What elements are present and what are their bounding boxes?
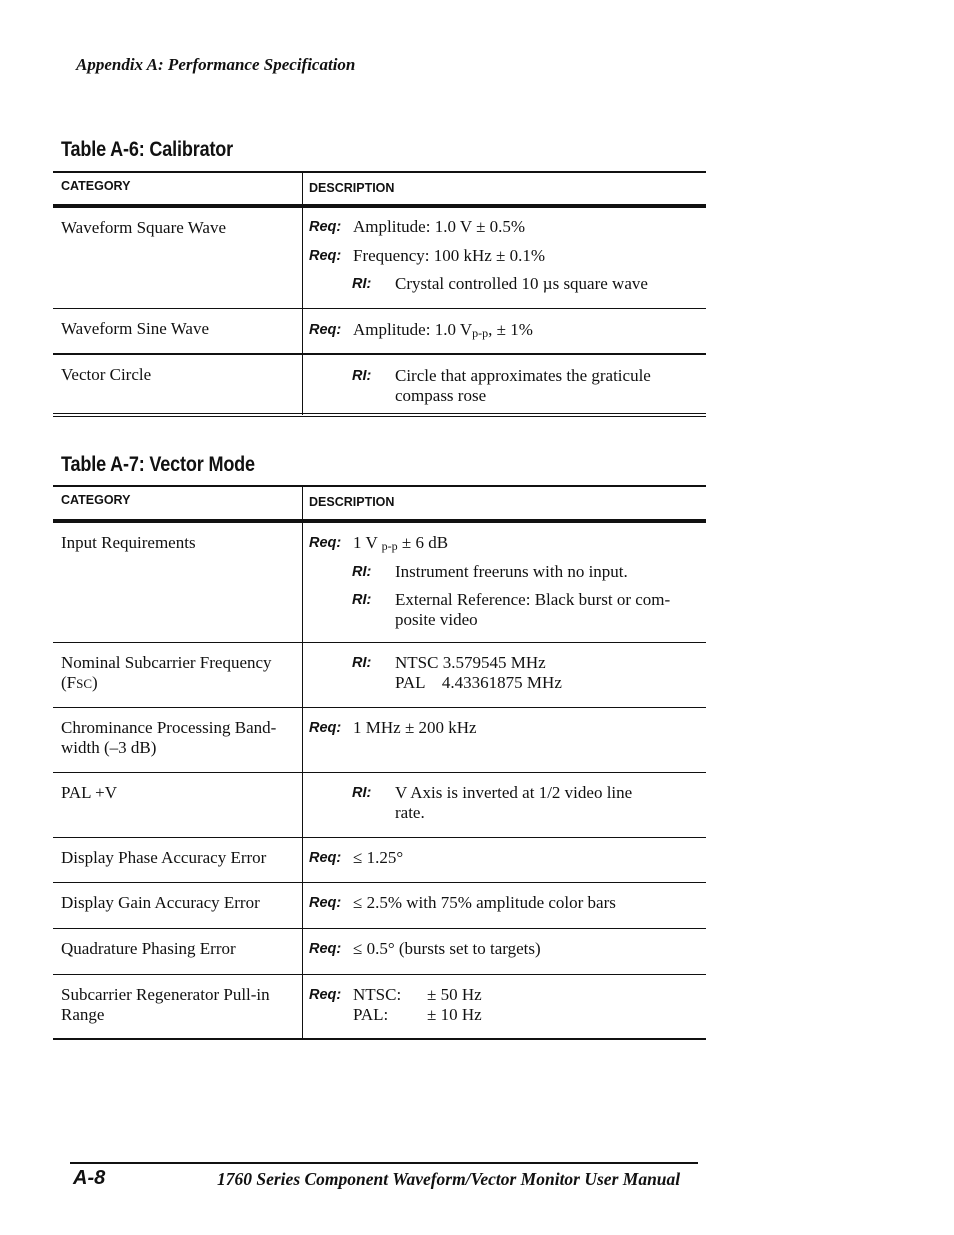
category-text: ): [92, 673, 98, 692]
table-end-rule: [53, 413, 706, 417]
spec-text: PAL:: [353, 1005, 389, 1024]
spec-text: Circle that approximates the graticule: [395, 366, 651, 385]
category-cell: Display Phase Accuracy Error: [61, 848, 267, 867]
manual-title: 1760 Series Component Waveform/Vector Monitor User Manual: [217, 1169, 681, 1189]
category-cell: Input Requirements: [61, 533, 196, 552]
req-tag: Req:: [309, 941, 342, 957]
table-a7: [53, 485, 706, 1040]
spec-text: PAL 4.43361875 MHz: [395, 673, 562, 692]
table-a7-caption: Table A-7: Vector Mode: [61, 453, 255, 476]
req-tag: Req:: [309, 535, 342, 551]
table-row: [53, 773, 706, 838]
table-a6-caption: Table A-6: Calibrator: [61, 138, 233, 161]
spec-text: ≤ 2.5% with 75% amplitude color bars: [353, 893, 616, 912]
spec-value: ± 50 Hz: [427, 985, 482, 1004]
spec-text: [353, 320, 533, 343]
table-a6: [53, 171, 706, 415]
table-row: [53, 643, 706, 708]
spec-text: 1 MHz ± 200 kHz: [353, 718, 477, 737]
ri-tag: RI:: [352, 564, 372, 580]
category-cell: [61, 653, 293, 694]
table-a7-col-description: DESCRIPTION: [309, 495, 395, 509]
table-row: [53, 883, 706, 929]
category-cell: Quadrature Phasing Error: [61, 939, 236, 958]
category-cell: Waveform Square Wave: [61, 218, 226, 237]
table-row: [53, 975, 706, 1040]
running-header: Appendix A: Performance Specification: [76, 55, 356, 74]
ri-tag: RI:: [352, 785, 372, 801]
req-tag: Req:: [309, 248, 342, 264]
table-a7-col-category: CATEGORY: [61, 493, 131, 507]
category-line: width (–3 dB): [61, 738, 157, 757]
spec-text: External Reference: Black burst or com-: [395, 590, 671, 609]
category-line: Chrominance Processing Band-: [61, 718, 277, 737]
spec-text-main: Amplitude: 1.0 V: [353, 320, 473, 339]
spec-text: NTSC:: [353, 985, 402, 1004]
req-tag: Req:: [309, 895, 342, 911]
category-text: (F: [61, 673, 77, 692]
category-cell: Display Gain Accuracy Error: [61, 893, 260, 912]
subscript: p-p: [381, 539, 398, 553]
spec-text: Crystal controlled 10 µs square wave: [395, 274, 648, 293]
category-cell: [61, 985, 293, 1025]
table-a7-header-row: [53, 485, 706, 523]
category-line: Subcarrier Regenerator Pull-in: [61, 985, 270, 1004]
table-row: [53, 523, 706, 643]
spec-text: Instrument freeruns with no input.: [395, 562, 628, 581]
spec-text: ≤ 1.25°: [353, 848, 404, 867]
spec-text-tail: , ± 1%: [488, 320, 533, 339]
table-row: [53, 208, 706, 309]
footer-rule: [70, 1162, 698, 1164]
req-tag: Req:: [309, 720, 342, 736]
category-cell: Waveform Sine Wave: [61, 319, 210, 338]
spec-text: [353, 533, 448, 556]
spec-text: compass rose: [395, 386, 487, 405]
ri-tag: RI:: [352, 655, 372, 671]
req-tag: Req:: [309, 850, 342, 866]
table-a6-header-row: [53, 171, 706, 208]
small-caps-text: SC: [76, 676, 93, 691]
category-cell: PAL +V: [61, 783, 118, 802]
category-line: Nominal Subcarrier Frequency: [61, 653, 272, 672]
table-row: [53, 355, 706, 415]
spec-text: V Axis is inverted at 1/2 video line: [395, 783, 633, 802]
category-line: Range: [61, 1005, 105, 1024]
table-a6-col-category: CATEGORY: [61, 179, 131, 193]
spec-text-main: 1 V: [353, 533, 378, 552]
category-cell: Vector Circle: [61, 365, 152, 384]
spec-text: ≤ 0.5° (bursts set to targets): [353, 939, 541, 958]
req-tag: Req:: [309, 219, 342, 235]
table-row: [53, 309, 706, 355]
ri-tag: RI:: [352, 368, 372, 384]
req-tag: Req:: [309, 322, 342, 338]
table-row: [53, 708, 706, 773]
table-row: [53, 838, 706, 883]
spec-value: ± 10 Hz: [427, 1005, 482, 1024]
table-row: [53, 929, 706, 975]
subscript: p-p: [472, 326, 489, 340]
spec-text: Frequency: 100 kHz ± 0.1%: [353, 246, 546, 265]
category-line: [61, 673, 293, 694]
table-a6-col-description: DESCRIPTION: [309, 181, 395, 195]
page-number: A-8: [73, 1167, 106, 1189]
spec-text: Amplitude: 1.0 V ± 0.5%: [353, 217, 526, 236]
ri-tag: RI:: [352, 592, 372, 608]
spec-text: posite video: [395, 610, 478, 629]
spec-text: NTSC 3.579545 MHz: [395, 653, 546, 672]
spec-text-tail: ± 6 dB: [397, 533, 449, 552]
ri-tag: RI:: [352, 276, 372, 292]
category-cell: [61, 718, 293, 758]
req-tag: Req:: [309, 987, 342, 1003]
spec-text: rate.: [395, 803, 425, 822]
